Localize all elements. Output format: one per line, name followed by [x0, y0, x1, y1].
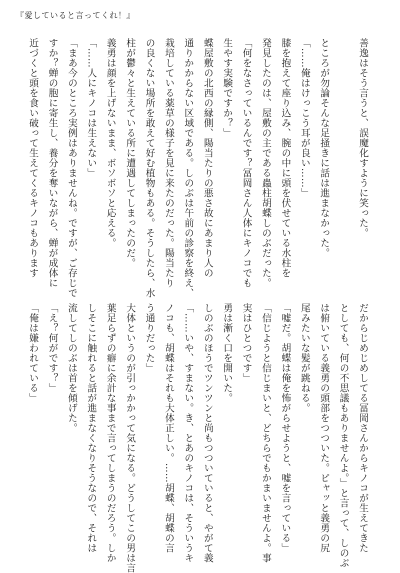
text-line: 「え？何がです？」 [46, 303, 58, 393]
text-line: 蝶屋敷の北西の縁側、陽当たりの悪さ故にあまり人の [201, 38, 213, 278]
text-line: 近づくと頭を食い破って生えてくるキノコもあります [27, 38, 39, 278]
text-line: だからじめじめしてる冨岡さんからキノコが生えてきた [357, 303, 368, 553]
text-line: 勇は漸く口を開いた。 [221, 303, 233, 403]
text-line: 義勇は顔を上げないまま、ボソボソと応える。 [104, 38, 116, 248]
text-line: ところが勿論そんな足掻きに話は進まなかった。 [318, 38, 330, 258]
text-line: しそこに触れると話が進まなくなりそうなので、それは [85, 303, 97, 553]
text-line: 「嘘だ。胡蝶は俺を怖がらせようと、嘘を言っている」 [279, 303, 291, 553]
text-line: う通りだった」 [143, 303, 155, 373]
text-line: 栽培している薬草の様子を見に来たのだった。陽当たり [162, 38, 174, 288]
text-line: 「信じようと信じまいと、どちらでもかまいませんよ。事 [259, 303, 271, 563]
text-line: としても、何の不思議もありませんよ。」と言って、しのぶ [337, 303, 349, 569]
text-line: ノコも、胡蝶はそれも大体正しい。……胡蝶、胡蝶の言 [162, 303, 174, 553]
text-line: 通りかからない区域である。しのぶは午前の診察を終え、 [182, 38, 194, 298]
text-line: 実はひとつです」 [240, 303, 252, 383]
text-line: 柱が鬱々と生えている所に遭遇してしまったのだ。 [124, 38, 136, 268]
text-line: 「……いや、すまない。き、とあのキノコは、そういうキ [182, 303, 194, 563]
text-line: 「……俺はけっこう耳が良い……」 [298, 38, 310, 198]
text-line: すか？蝉の胞に寄生し、養分を奪いながら、蝉が成体に [46, 38, 58, 288]
text-line: 「俺は嫌われている」 [27, 303, 39, 403]
page-number [370, 538, 378, 549]
text-line: 生やす実験ですか？」 [221, 38, 233, 138]
text-line [333, 38, 352, 284]
upper-text-block [12, 38, 372, 298]
text-line: は俯いている義勇の頭部をつついた。ピャッと義勇の尻 [318, 303, 330, 553]
text-line: 大体というのが引っかかって気になる。どうしてこの男は言 [124, 303, 136, 573]
text-line: 「何をなさっているんです？冨岡さん人体にキノコでも [240, 38, 252, 288]
text-line: 「まあ今のところ実例はありませんね。ですが、ご存じで [65, 38, 77, 298]
text-line: 流してしのぶは首を傾げた。 [65, 303, 77, 433]
text-line: しのぶのほうでツンツンと尚もつついていると、やがて義 [201, 303, 213, 563]
text-line: 善逸はそう言うと、誤魔化すように笑った。 [357, 38, 368, 238]
text-line: 葉足らずの癖に余計な事まで言ってしまうのだろう。しか [104, 303, 116, 563]
lower-text-block [12, 303, 372, 573]
text-line: の良くない場所を敢えて好む植物もある。そうしたら、水 [143, 38, 155, 298]
text-line: 「……人にキノコは生えない」 [85, 38, 97, 178]
text-line: 尾みたいな髪が跳ねる。 [298, 303, 310, 413]
text-line: 発見したのは、屋敷の主である蟲柱胡蝶しのぶだった。 [259, 38, 271, 288]
running-header: 『愛していると言ってくれ！』 [16, 11, 135, 20]
text-line: 膝を抱えて座り込み、腕の中に頭を伏せている水柱を [279, 38, 291, 278]
